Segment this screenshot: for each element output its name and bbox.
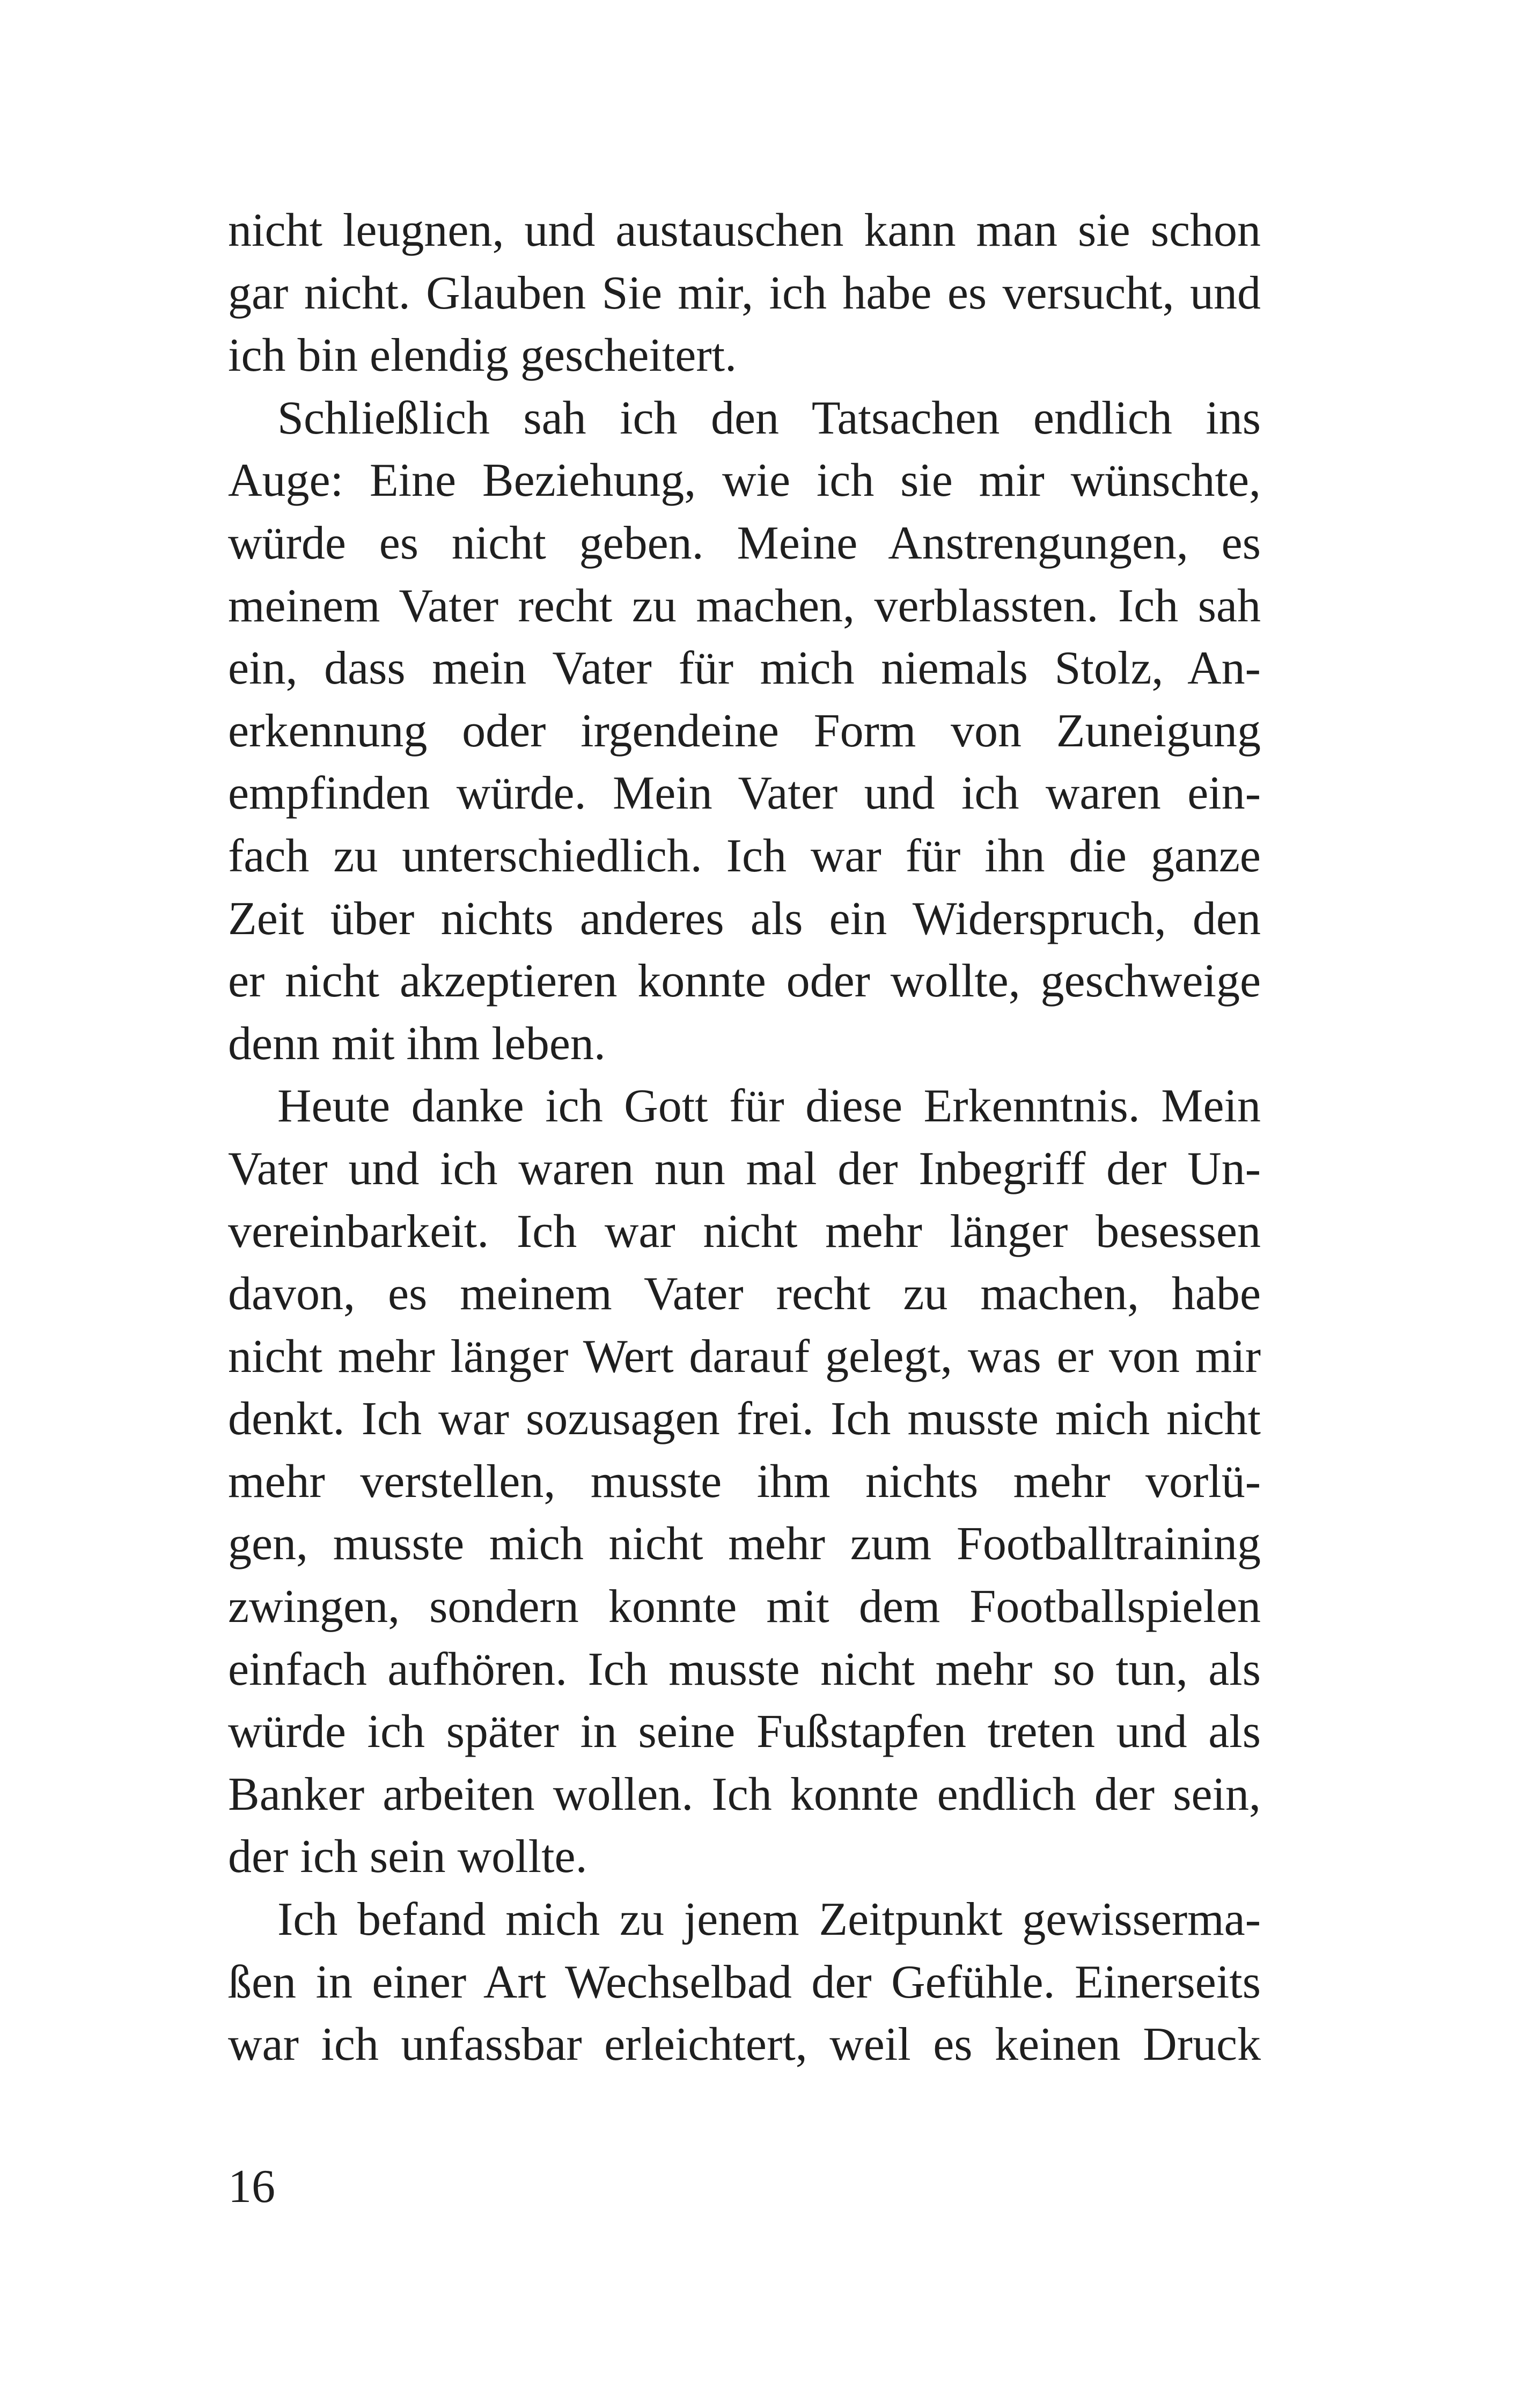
text-line: meinem Vater recht zu machen, verblassten. Ich sah: [228, 579, 1261, 632]
text-line: Auge: Eine Beziehung, wie ich sie mir wünschte,: [228, 454, 1261, 507]
paragraph: [228, 200, 1261, 387]
text-line: fach zu unterschiedlich. Ich war für ihn die ganze: [228, 829, 1261, 882]
text-line: ich bin elendig gescheitert.: [228, 329, 737, 382]
text-line: Banker arbeiten wollen. Ich konnte endlich der sein,: [228, 1768, 1261, 1820]
text-line: zwingen, sondern konnte mit dem Footballspielen: [228, 1581, 1261, 1633]
body-text: [228, 200, 1261, 2076]
text-line: mehr verstellen, musste ihm nichts mehr vorlü-: [228, 1455, 1261, 1508]
paragraph: [228, 1075, 1261, 1889]
paragraph: [228, 387, 1261, 1076]
text-line: davon, es meinem Vater recht zu machen, habe: [228, 1268, 1261, 1320]
text-line: einfach aufhören. Ich musste nicht mehr so tun, als: [228, 1643, 1261, 1695]
page-number: 16: [228, 2161, 275, 2213]
text-line: gen, musste mich nicht mehr zum Footballtraining: [228, 1518, 1261, 1570]
text-line: Zeit über nichts anderes als ein Widerspruch, den: [228, 892, 1261, 945]
text-line: der ich sein wollte.: [228, 1831, 587, 1883]
text-line: vereinbarkeit. Ich war nicht mehr länger besessen: [228, 1205, 1261, 1258]
text-line: würde ich später in seine Fußstapfen treten und als: [228, 1706, 1261, 1758]
text-line: würde es nicht geben. Meine Anstrengungen, es: [228, 517, 1261, 569]
text-line: war ich unfassbar erleichtert, weil es keinen Druck: [228, 2018, 1261, 2071]
text-line: Vater und ich waren nun mal der Inbegriff der Un-: [228, 1142, 1261, 1195]
text-line: Schließlich sah ich den Tatsachen endlich ins: [277, 392, 1261, 444]
text-line: erkennung oder irgendeine Form von Zuneigung: [228, 704, 1261, 757]
text-line: er nicht akzeptieren konnte oder wollte, geschweige: [228, 955, 1261, 1008]
text-line: Ich befand mich zu jenem Zeitpunkt gewisserma-: [277, 1893, 1261, 1946]
text-line: Heute danke ich Gott für diese Erkenntnis. Mein: [277, 1080, 1261, 1133]
text-line: nicht mehr länger Wert darauf gelegt, was er von mir: [228, 1330, 1261, 1383]
text-line: denkt. Ich war sozusagen frei. Ich musste mich nicht: [228, 1393, 1261, 1445]
text-line: gar nicht. Glauben Sie mir, ich habe es versucht, und: [228, 267, 1261, 319]
text-line: empfinden würde. Mein Vater und ich waren ein-: [228, 767, 1261, 820]
paragraph: [228, 1889, 1261, 2076]
text-line: denn mit ihm leben.: [228, 1017, 606, 1070]
text-line: ein, dass mein Vater für mich niemals Stolz, An-: [228, 642, 1261, 695]
text-line: nicht leugnen, und austauschen kann man sie schon: [228, 204, 1261, 256]
text-line: ßen in einer Art Wechselbad der Gefühle. Einerseits: [228, 1956, 1261, 2008]
